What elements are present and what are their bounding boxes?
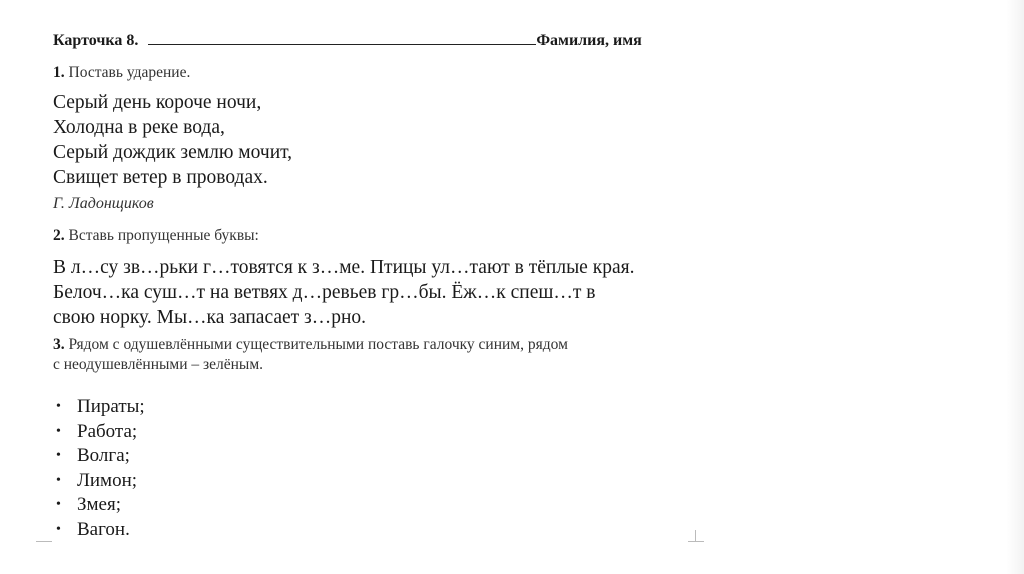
task3-instruction-line: с неодушевлёнными – зелёным. [53, 356, 264, 373]
bullet-icon: • [56, 399, 61, 414]
fill-text-line: В л…су зв…рьки г…товятся к з…ме. Птицы ул…тают в тёплые края. [53, 257, 635, 278]
bullet-icon: • [56, 521, 61, 537]
name-label: Фамилия, имя [536, 32, 642, 49]
poem [53, 90, 292, 190]
list-item: • Змея; [53, 493, 145, 518]
margin-mark [695, 530, 696, 541]
list-item: • Работа; [53, 420, 145, 445]
card-label: Карточка 8. [53, 32, 139, 49]
margin-mark [36, 541, 52, 542]
poem-line: Холодна в реке вода, [53, 117, 225, 138]
noun-list [53, 395, 145, 543]
task2-title [53, 227, 259, 245]
poem-author: Г. Ладонщиков [53, 195, 154, 212]
task3-number: 3. [53, 336, 65, 353]
bullet-icon: • [56, 423, 61, 439]
task1-instruction: Поставь ударение. [68, 64, 191, 81]
fill-text-line: свою норку. Мы…ка запасает з…рно. [53, 307, 367, 328]
fill-in-text [53, 255, 634, 330]
name-underline [148, 31, 536, 45]
card-header [53, 31, 642, 50]
list-item: • Лимон; [53, 469, 145, 494]
poem-line: Серый день короче ночи, [53, 92, 262, 113]
list-item: • Вагон. [53, 518, 145, 543]
bullet-icon: • [56, 472, 61, 488]
task1-title [53, 64, 190, 82]
task2-number: 2. [53, 227, 65, 244]
bullet-icon: • [56, 497, 61, 513]
poem-line: Свищет ветер в проводах. [53, 167, 268, 188]
list-item: • Пираты; [53, 395, 145, 420]
margin-mark [688, 541, 704, 542]
page-edge-shadow [1006, 0, 1024, 574]
bullet-icon: • [56, 448, 61, 464]
task3-title [53, 335, 568, 375]
task1-number: 1. [53, 64, 65, 81]
task3-instruction-line: Рядом с одушевлёнными существительными поставь галочку синим, рядом [68, 336, 568, 353]
poem-line: Серый дождик землю мочит, [53, 142, 293, 163]
fill-text-line: Белоч…ка суш…т на ветвях д…ревьев гр…бы. Ёж…к спеш…т в [53, 282, 596, 303]
task2-instruction: Вставь пропущенные буквы: [68, 227, 259, 244]
list-item: • Волга; [53, 444, 145, 469]
